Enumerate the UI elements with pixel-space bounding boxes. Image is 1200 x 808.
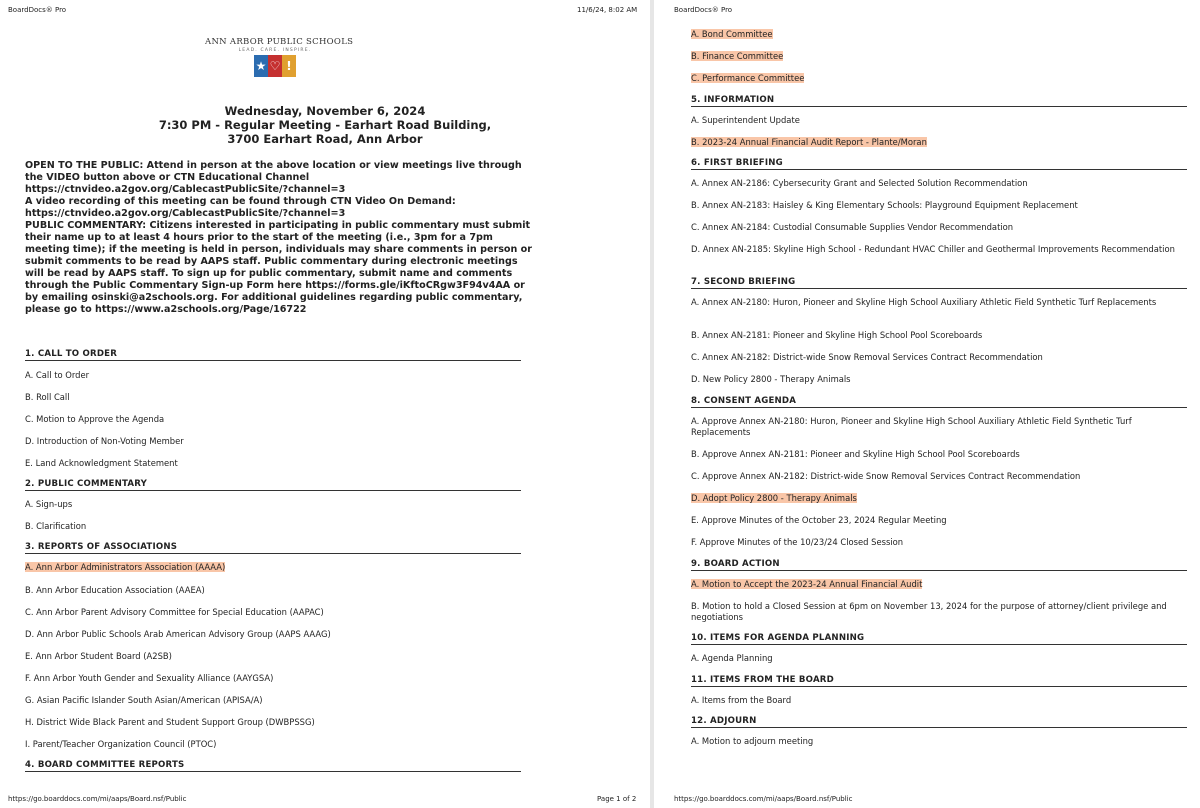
- section-heading: 3. REPORTS OF ASSOCIATIONS: [25, 542, 521, 554]
- agenda-item-label: C. Annex AN-2182: District-wide Snow Removal Services Contract Recommendation: [691, 352, 1043, 362]
- section-heading: 11. ITEMS FROM THE BOARD: [691, 675, 1187, 687]
- agenda-item[interactable]: [25, 629, 521, 640]
- agenda-item[interactable]: [25, 607, 521, 618]
- page-footer-url[interactable]: https://go.boarddocs.com/mi/aaps/Board.nsf/Public: [8, 795, 187, 803]
- agenda-item-label: A. Motion to Accept the 2023-24 Annual Financial Audit: [691, 579, 923, 589]
- agenda-item-label: C. Approve Annex AN-2182: District-wide Snow Removal Services Contract Recommendation: [691, 471, 1081, 481]
- meeting-time-location: 7:30 PM - Regular Meeting - Earhart Road Building, 3700 Earhart Road, Ann Arbor: [158, 118, 492, 146]
- agenda-item[interactable]: [25, 436, 521, 447]
- agenda-item[interactable]: [691, 653, 1191, 664]
- agenda-item[interactable]: [691, 330, 1191, 341]
- agenda-item-label: A. Superintendent Update: [691, 115, 800, 125]
- agenda-item-label: E. Ann Arbor Student Board (A2SB): [25, 651, 172, 661]
- agenda-item-label: F. Approve Minutes of the 10/23/24 Closed Session: [691, 537, 904, 547]
- agenda-item[interactable]: [25, 717, 521, 728]
- page-header-timestamp: 11/6/24, 8:02 AM: [577, 6, 638, 14]
- agenda-item[interactable]: [691, 297, 1191, 308]
- agenda-item-label: A. Agenda Planning: [691, 653, 773, 663]
- page-header-app-name: BoardDocs® Pro: [674, 6, 733, 14]
- agenda-item-label: A. Call to Order: [25, 370, 90, 380]
- agenda-item[interactable]: [691, 51, 1191, 62]
- agenda-item[interactable]: [691, 222, 1191, 233]
- section-heading: 5. INFORMATION: [691, 95, 1187, 107]
- agenda-item-label: C. Motion to Approve the Agenda: [25, 414, 165, 424]
- agenda-item[interactable]: [691, 73, 1191, 84]
- agenda-item-label: B. Ann Arbor Education Association (AAEA): [25, 585, 205, 595]
- page-footer-page-number: Page 1 of 2: [597, 795, 637, 803]
- agenda-item-label: B. Roll Call: [25, 392, 70, 402]
- agenda-item[interactable]: [25, 370, 521, 381]
- agenda-item[interactable]: [25, 562, 521, 573]
- agenda-item-label: A. Approve Annex AN-2180: Huron, Pioneer and Skyline High School Auxiliary Athletic Field Synthetic Turf Replacements: [691, 416, 1132, 437]
- agenda-item[interactable]: [691, 200, 1191, 211]
- agenda-item[interactable]: [691, 515, 1191, 526]
- agenda-item[interactable]: [25, 521, 521, 532]
- section-heading: 12. ADJOURN: [691, 716, 1187, 728]
- agenda-item[interactable]: [25, 499, 521, 510]
- logo-tagline: LEAD. CARE. INSPIRE.: [238, 48, 312, 53]
- agenda-item-label: D. Adopt Policy 2800 - Therapy Animals: [691, 493, 857, 503]
- agenda-item[interactable]: [691, 29, 1191, 40]
- section-heading: 10. ITEMS FOR AGENDA PLANNING: [691, 633, 1187, 645]
- agenda-item[interactable]: [691, 579, 1191, 590]
- section-heading: 2. PUBLIC COMMENTARY: [25, 479, 521, 491]
- agenda-item-label: C. Annex AN-2184: Custodial Consumable Supplies Vendor Recommendation: [691, 222, 1014, 232]
- agenda-item-label: B. 2023-24 Annual Financial Audit Report - Plante/Moran: [691, 137, 927, 147]
- agenda-item[interactable]: [691, 244, 1191, 255]
- agenda-item[interactable]: [691, 601, 1191, 623]
- page-header-app-name: BoardDocs® Pro: [8, 6, 67, 14]
- agenda-item-label: I. Parent/Teacher Organization Council (PTOC): [25, 739, 217, 749]
- agenda-item[interactable]: [25, 458, 521, 469]
- page-footer-url[interactable]: https://go.boarddocs.com/mi/aaps/Board.nsf/Public: [674, 795, 853, 803]
- agenda-item[interactable]: [691, 352, 1191, 363]
- agenda-item-label: B. Approve Annex AN-2181: Pioneer and Skyline High School Pool Scoreboards: [691, 449, 1020, 459]
- agenda-item-label: A. Ann Arbor Administrators Association (AAAA): [25, 562, 226, 572]
- agenda-item[interactable]: [25, 392, 521, 403]
- agenda-item[interactable]: [691, 695, 1191, 706]
- school-logo: [205, 37, 354, 93]
- agenda-item[interactable]: [25, 695, 521, 706]
- agenda-item-label: C. Performance Committee: [691, 73, 805, 83]
- agenda-item[interactable]: [25, 414, 521, 425]
- agenda-item-label: H. District Wide Black Parent and Student Support Group (DWBPSSG): [25, 717, 315, 727]
- intro-video-recording: A video recording of this meeting can be found through CTN Video On Demand: https://ctnvideo.a2gov.org/CablecastPublicSite/?channel=3: [25, 196, 456, 219]
- agenda-item-label: B. Clarification: [25, 521, 87, 531]
- agenda-item-label: B. Motion to hold a Closed Session at 6pm on November 13, 2024 for the purpose of attorney/client privilege and negotiations: [691, 601, 1167, 622]
- agenda-item[interactable]: [691, 471, 1191, 482]
- section-heading: 9. BOARD ACTION: [691, 559, 1187, 571]
- agenda-item-label: D. Annex AN-2185: Skyline High School - Redundant HVAC Chiller and Geothermal Improvements Recommendation: [691, 244, 1175, 254]
- agenda-item[interactable]: [691, 115, 1191, 126]
- agenda-item[interactable]: [25, 739, 521, 750]
- agenda-item-label: E. Approve Minutes of the October 23, 2024 Regular Meeting: [691, 515, 947, 525]
- section-heading: 7. SECOND BRIEFING: [691, 277, 1187, 289]
- agenda-item[interactable]: [691, 493, 1191, 504]
- intro-public-commentary: PUBLIC COMMENTARY: Citizens interested in participating in public commentary must submit their name up to at least 4 hours prior to the start of the meeting (i.e., 3pm for a 7pm meeting time); if the meeting is held in person, individuals may share comments in person or submit comments to be read by AAPS staff. Public commentary during electronic meetings will be read by AAPS staff. To sign up for public commentary, submit name and comments through the Public Commentary Sign-up Form here https://forms.gle/iKftoCRgw3F94v4AA or by emailing osinski@a2schools.org. For additional guidelines regarding public commentary, please go to https://www.a2schools.org/Page/16722: [25, 220, 532, 315]
- meeting-date: Wednesday, November 6, 2024: [224, 104, 426, 118]
- section-heading: 4. BOARD COMMITTEE REPORTS: [25, 760, 521, 772]
- agenda-item-label: B. Finance Committee: [691, 51, 784, 61]
- agenda-item[interactable]: [25, 673, 521, 684]
- agenda-item-label: A. Motion to adjourn meeting: [691, 736, 814, 746]
- agenda-item-label: D. Ann Arbor Public Schools Arab American Advisory Group (AAPS AAAG): [25, 629, 331, 639]
- agenda-item-label: A. Bond Committee: [691, 29, 773, 39]
- meeting-title: [150, 104, 500, 146]
- agenda-item-label: D. Introduction of Non-Voting Member: [25, 436, 184, 446]
- agenda-item[interactable]: [25, 585, 521, 596]
- section-heading: 8. CONSENT AGENDA: [691, 396, 1187, 408]
- agenda-item[interactable]: [691, 416, 1191, 438]
- agenda-item[interactable]: [691, 537, 1191, 548]
- star-icon: ★: [254, 55, 268, 77]
- section-heading: 1. CALL TO ORDER: [25, 349, 521, 361]
- agenda-item-label: A. Items from the Board: [691, 695, 792, 705]
- agenda-item[interactable]: [691, 178, 1191, 189]
- agenda-item-label: B. Annex AN-2183: Haisley & King Elementary Schools: Playground Equipment Replacement: [691, 200, 1078, 210]
- intro-open-to-public: OPEN TO THE PUBLIC: Attend in person at the above location or view meetings live through the VIDEO button above or CTN Educational Channel https://ctnvideo.a2gov.org/CablecastPublicSite/?channel=3: [25, 160, 522, 195]
- agenda-item[interactable]: [25, 651, 521, 662]
- agenda-item[interactable]: [691, 374, 1191, 385]
- agenda-item-label: A. Annex AN-2186: Cybersecurity Grant and Selected Solution Recommendation: [691, 178, 1028, 188]
- section-heading: 6. FIRST BRIEFING: [691, 158, 1187, 170]
- agenda-item[interactable]: [691, 449, 1191, 460]
- agenda-item-label: C. Ann Arbor Parent Advisory Committee for Special Education (AAPAC): [25, 607, 324, 617]
- meeting-intro: [25, 160, 535, 316]
- agenda-item[interactable]: [691, 137, 1191, 148]
- agenda-item-label: A. Annex AN-2180: Huron, Pioneer and Skyline High School Auxiliary Athletic Field Synthetic Turf Replacements: [691, 297, 1157, 307]
- heart-icon: ♡: [268, 55, 282, 77]
- agenda-item-label: E. Land Acknowledgment Statement: [25, 458, 178, 468]
- agenda-page-2: [654, 0, 1200, 808]
- agenda-item[interactable]: [691, 736, 1191, 747]
- agenda-item-label: D. New Policy 2800 - Therapy Animals: [691, 374, 851, 384]
- agenda-item-label: G. Asian Pacific Islander South Asian/American (APISA/A): [25, 695, 263, 705]
- agenda-item-label: B. Annex AN-2181: Pioneer and Skyline High School Pool Scoreboards: [691, 330, 983, 340]
- agenda-item-label: F. Ann Arbor Youth Gender and Sexuality Alliance (AAYGSA): [25, 673, 274, 683]
- agenda-item-label: A. Sign-ups: [25, 499, 73, 509]
- logo-name: ANN ARBOR PUBLIC SCHOOLS: [205, 37, 354, 47]
- exclamation-icon: !: [282, 55, 296, 77]
- logo-marks: [254, 55, 296, 77]
